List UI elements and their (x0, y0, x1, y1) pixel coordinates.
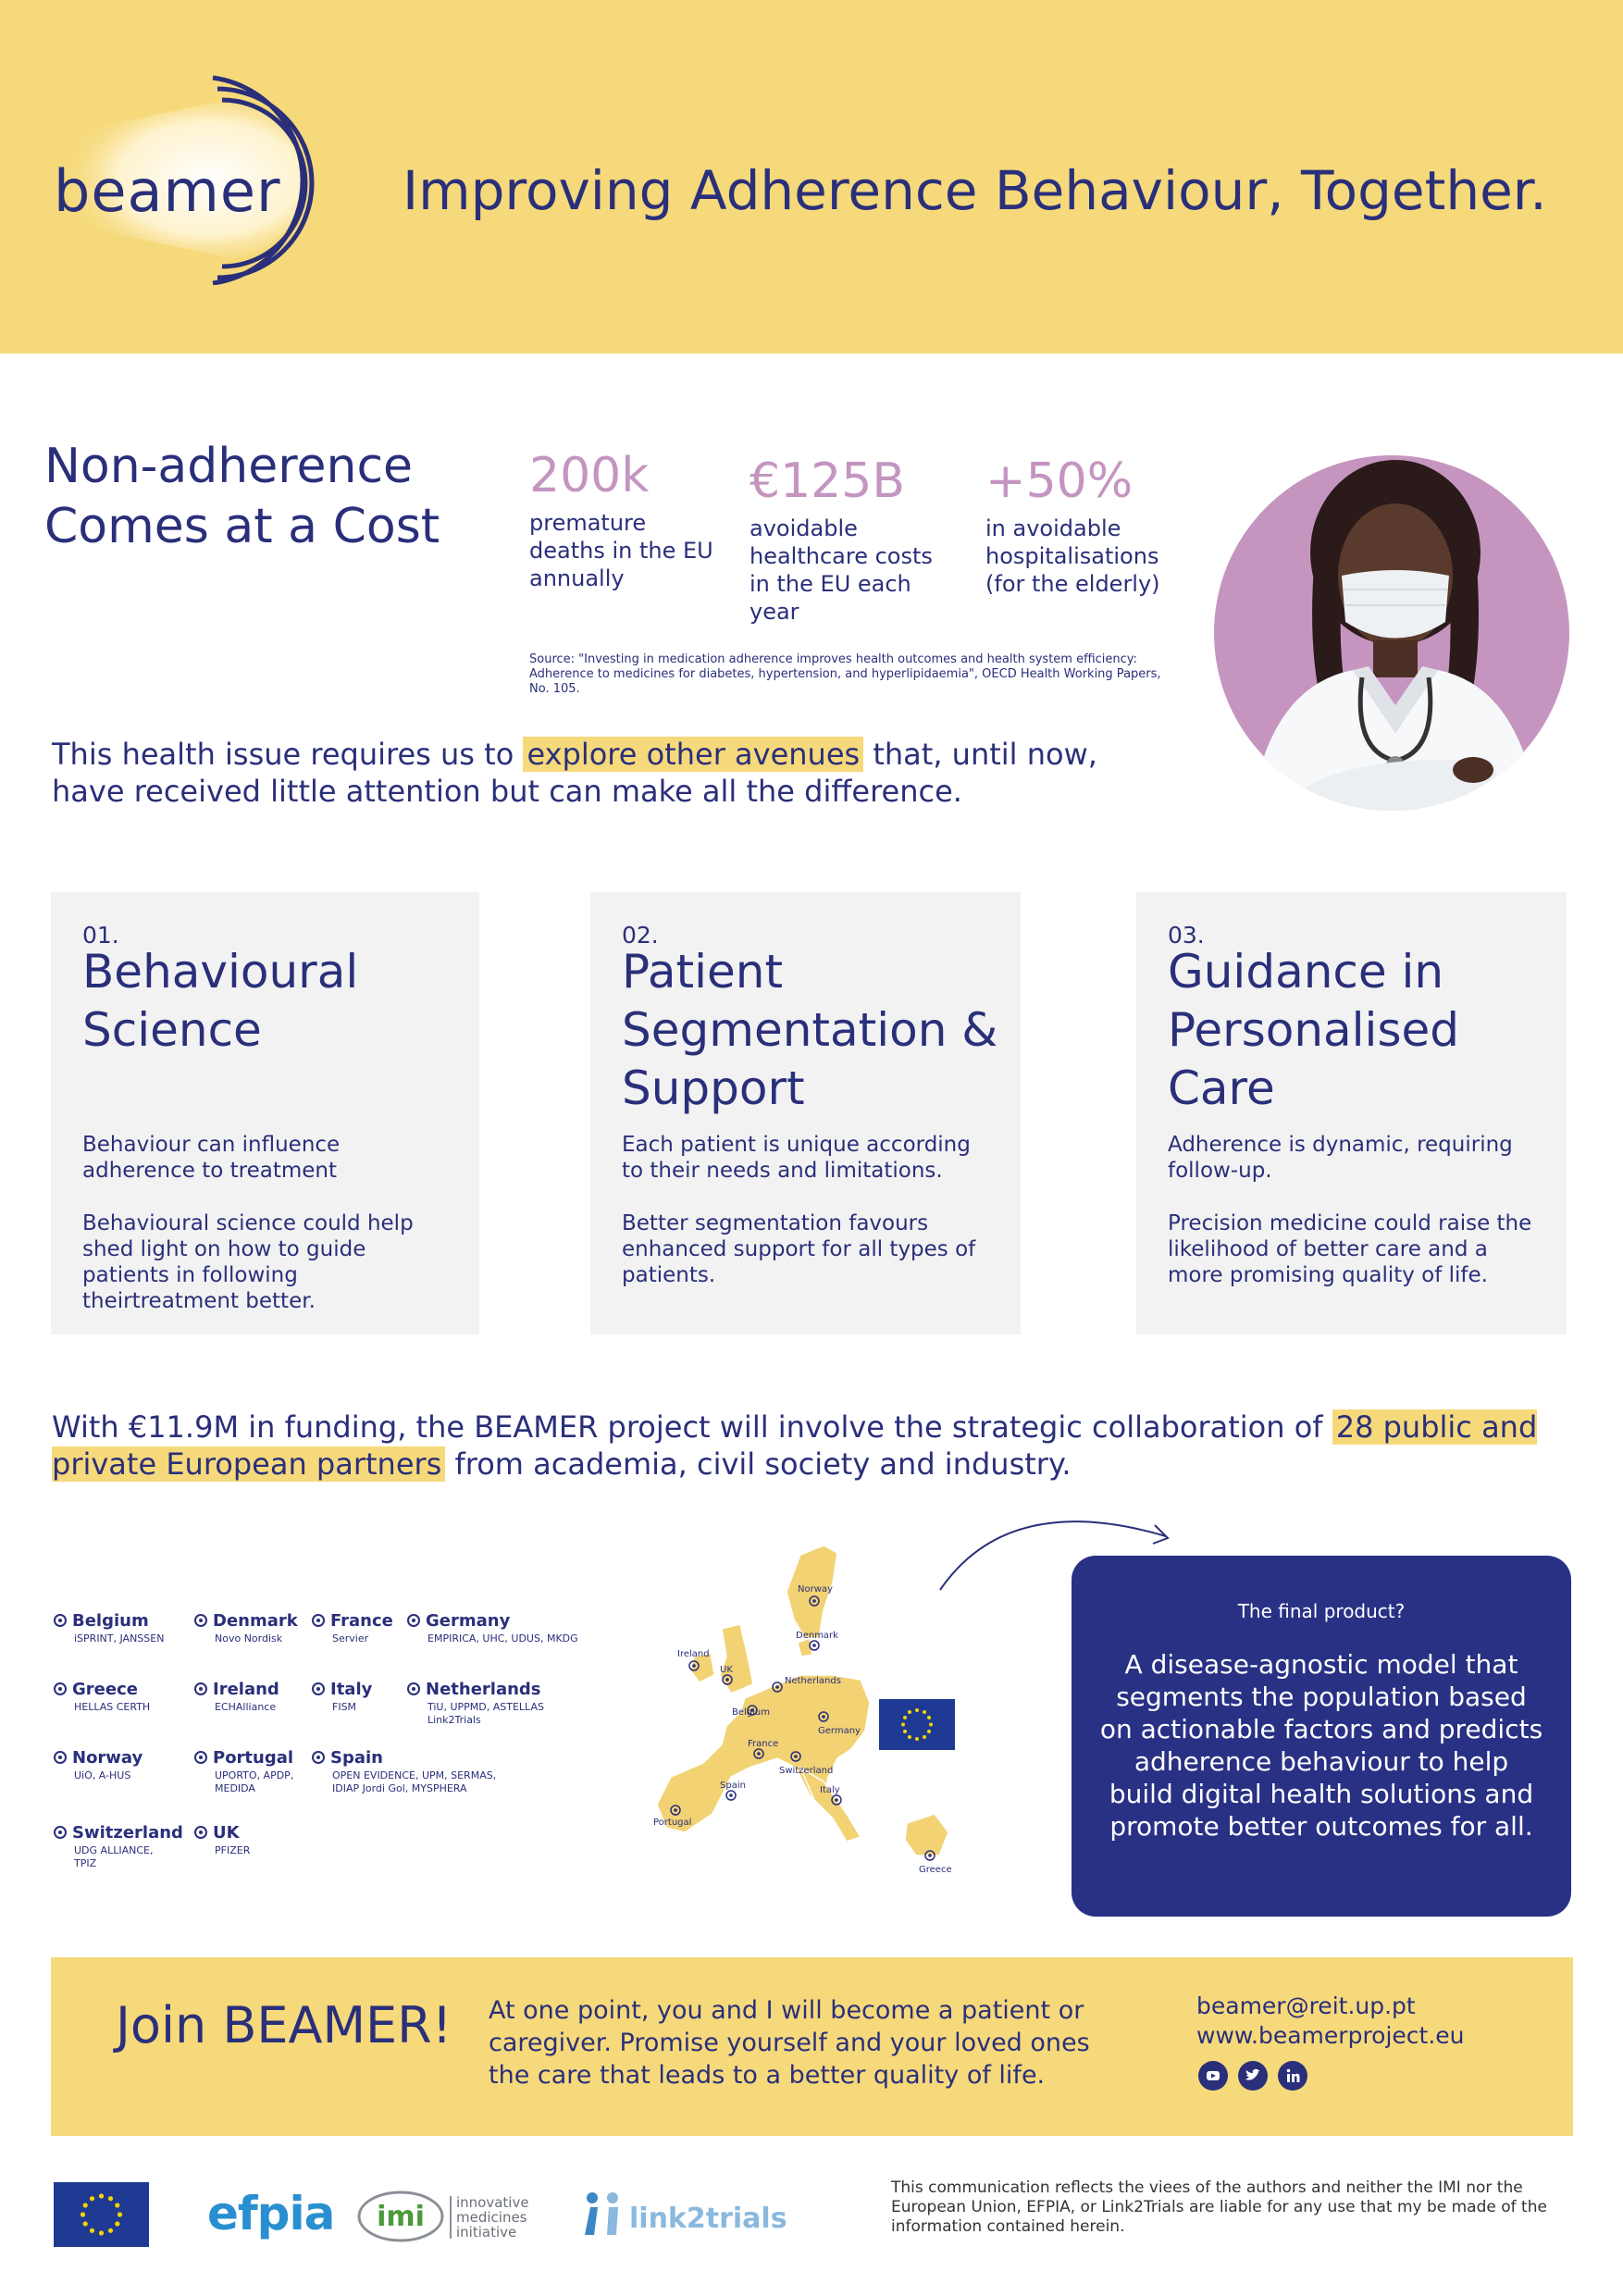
funding-text-end: from academia, civil society and industry. (445, 1446, 1072, 1482)
country-members: ECHAlliance (215, 1701, 277, 1713)
card-paragraph-2: Better segmentation favours enhanced support for all types of patients. (622, 1211, 976, 1287)
location-pin-icon (194, 1682, 207, 1695)
country-name: Netherlands (426, 1680, 541, 1699)
map-label: UK (720, 1665, 733, 1675)
country-members: Novo Nordisk (215, 1632, 283, 1644)
stat-description: in avoidable hospitalisations (for the elderly) (985, 515, 1160, 597)
partner-spain (312, 1748, 525, 1795)
location-pin-icon (54, 1826, 67, 1839)
map-label: Germany (818, 1726, 861, 1736)
country-name: Ireland (213, 1680, 279, 1699)
map-label: Spain (720, 1781, 746, 1791)
location-pin-icon (54, 1614, 67, 1627)
partner-italy (312, 1680, 404, 1714)
partner-germany (407, 1611, 592, 1645)
stat-deaths (529, 448, 714, 592)
partner-greece (54, 1680, 192, 1714)
location-pin-icon (312, 1614, 325, 1627)
card-title: Behavioural Science (82, 945, 359, 1057)
map-label: Norway (798, 1584, 833, 1595)
partner-france (312, 1611, 404, 1645)
linkedin-icon[interactable] (1278, 2061, 1307, 2091)
country-name: Greece (72, 1680, 138, 1699)
partner-belgium (54, 1611, 192, 1645)
map-label: Denmark (796, 1631, 838, 1641)
location-pin-icon (194, 1826, 207, 1839)
card-paragraph-1: Behaviour can influence adherence to treatment (82, 1133, 341, 1183)
country-name: Italy (330, 1680, 373, 1699)
final-product-box (1072, 1556, 1571, 1917)
map-label: Portugal (653, 1818, 692, 1828)
eu-flag-icon (879, 1699, 955, 1750)
cost-heading (44, 437, 489, 557)
country-name: Belgium (72, 1611, 149, 1631)
card-title: Patient Segmentation & Support (622, 945, 998, 1115)
map-pin-dot (794, 1755, 798, 1758)
page-tagline: Improving Adherence Behaviour, Together. (403, 159, 1547, 222)
partner-netherlands (407, 1680, 546, 1727)
doctor-photo (1214, 455, 1569, 811)
final-product-text: A disease-agnostic model that segments the population based on actionable factors and predicts adherence behaviour to help build digital health solutions and promote better outcomes for all. (1099, 1649, 1543, 1842)
source-citation: Source: "Investing in medication adherence improves health outcomes and health system efficiency: Adherence to medicines for diabetes, hypertension, and hyperlipidaemia", OECD Health Working Papers, No. 105. (529, 652, 1161, 696)
location-pin-icon (407, 1682, 420, 1695)
map-label: Netherlands (785, 1676, 841, 1686)
map-pin-dot (928, 1854, 932, 1857)
country-name: Portugal (213, 1748, 294, 1768)
location-pin-icon (312, 1682, 325, 1695)
partner-ireland (194, 1680, 310, 1714)
stat-description: avoidable healthcare costs in the EU each year (750, 515, 933, 625)
country-name: Switzerland (72, 1823, 183, 1843)
cost-heading-line1: Non-adherence (44, 439, 414, 494)
link2trials-logo-icon (581, 2189, 812, 2240)
logo-wordmark: beamer (54, 157, 281, 225)
eu-flag-icon (54, 2182, 149, 2247)
country-name: Spain (330, 1748, 383, 1768)
imi-line-2: medicines (456, 2209, 527, 2226)
location-pin-icon (194, 1614, 207, 1627)
stat-value: +50% (985, 453, 1134, 509)
twitter-icon[interactable] (1238, 2061, 1268, 2091)
contact-email-link[interactable]: beamer@reit.up.pt (1196, 1992, 1416, 2019)
partner-switzerland (54, 1823, 183, 1870)
partner-denmark (194, 1611, 310, 1645)
join-title: Join BEAMER! (116, 1996, 452, 2054)
imi-line-1: innovative (456, 2194, 529, 2211)
map-pin-dot (725, 1678, 729, 1682)
map-pin-dot (729, 1793, 733, 1797)
final-product-question: The final product? (1237, 1600, 1406, 1622)
country-name: UK (213, 1823, 240, 1843)
stat-value: 200k (529, 448, 650, 503)
map-label: Italy (820, 1785, 840, 1795)
map-label: France (748, 1739, 779, 1749)
join-text: At one point, you and I will become a patient or caregiver. Promise yourself and your loved ones the care that leads to a better quality of life. (489, 1996, 1090, 2090)
intro-text-start: This health issue requires us to (52, 737, 524, 772)
country-members: PFIZER (215, 1844, 251, 1856)
country-members: HELLAS CERTH (74, 1701, 151, 1713)
stat-value: €125B (750, 453, 906, 509)
stat-costs (750, 453, 935, 626)
card-title: Guidance in Personalised Care (1168, 945, 1459, 1115)
doctor-illustration-icon (1214, 455, 1569, 811)
country-members: Servier (332, 1632, 369, 1644)
country-name: Norway (72, 1748, 143, 1768)
link2trials-text: link2trials (629, 2203, 787, 2235)
map-pin-dot (822, 1715, 825, 1719)
stat-description: premature deaths in the EU annually (529, 510, 713, 591)
card-paragraph-1: Each patient is unique according to their needs and limitations. (622, 1133, 971, 1183)
card-number: 03. (1168, 922, 1205, 949)
card-number: 01. (82, 922, 119, 949)
intro-statement (52, 736, 1116, 810)
card-paragraph-2: Precision medicine could raise the likelihood of better care and a more promising quality of life. (1168, 1211, 1532, 1287)
youtube-icon[interactable] (1198, 2061, 1228, 2091)
intro-highlight: explore other avenues (523, 737, 863, 772)
country-members: OPEN EVIDENCE, UPM, SERMAS, IDIAP Jordi Gol, MYSPHERA (332, 1769, 497, 1794)
map-pin-dot (835, 1798, 838, 1802)
country-members: TiU, UPPMD, ASTELLAS Link2Trials (427, 1701, 544, 1726)
card-paragraph-1: Adherence is dynamic, requiring follow-up. (1168, 1133, 1513, 1183)
country-name: Germany (426, 1611, 511, 1631)
map-pin-dot (692, 1664, 696, 1668)
card-number: 02. (622, 922, 659, 949)
country-members: EMPIRICA, UHC, UDUS, MKDG (427, 1632, 578, 1644)
funding-statement (52, 1409, 1579, 1483)
card-paragraph-2: Behavioural science could help shed light on how to guide patients in following theirtreatment better. (82, 1211, 414, 1313)
location-pin-icon (194, 1751, 207, 1764)
funding-text-start: With €11.9M in funding, the BEAMER project will involve the strategic collaboration of (52, 1409, 1332, 1445)
partner-uk (194, 1823, 310, 1857)
imi-short: imi (377, 2201, 425, 2233)
partner-portugal (194, 1748, 310, 1795)
country-name: Denmark (213, 1611, 298, 1631)
imi-logo-icon (356, 2189, 541, 2244)
map-label: Greece (919, 1865, 952, 1875)
country-members: FISM (332, 1701, 357, 1713)
map-label: Belgium (732, 1707, 770, 1718)
imi-line-3: initiative (456, 2224, 517, 2240)
location-pin-icon (407, 1614, 420, 1627)
country-members: UiO, A-HUS (74, 1769, 131, 1781)
pillar-card-patient-segmentation (590, 892, 1021, 1334)
website-link[interactable]: www.beamerproject.eu (1196, 2022, 1465, 2049)
country-members: UDG ALLIANCE, TPIZ (74, 1844, 154, 1869)
funding-highlight: 28 public and private European partners (52, 1409, 1538, 1482)
stat-hospitalisations (985, 453, 1198, 598)
location-pin-icon (54, 1682, 67, 1695)
map-pin-dot (757, 1752, 761, 1756)
disclaimer-text: This communication reflects the viees of the authors and neither the IMI nor the European Union, EFPIA, or Link2Trials are liable for any use that my be made of the information contained herein. (891, 2178, 1547, 2236)
location-pin-icon (312, 1751, 325, 1764)
map-pin-dot (674, 1808, 677, 1812)
country-members: UPORTO, APDP, MEDIDA (215, 1769, 294, 1794)
partner-norway (54, 1748, 192, 1782)
intro-text-end: that, until now, have received little attention but can make all the difference. (52, 737, 1097, 809)
efpia-logo: efpia (207, 2187, 335, 2240)
map-label: Switzerland (779, 1766, 834, 1776)
join-banner (51, 1957, 1573, 2136)
map-pin-dot (812, 1644, 816, 1647)
country-members: iSPRINT, JANSSEN (74, 1632, 165, 1644)
pillar-card-behavioural-science (51, 892, 479, 1334)
map-label: Ireland (677, 1649, 710, 1659)
cost-heading-line2: Comes at a Cost (44, 499, 440, 554)
map-pin-dot (775, 1685, 779, 1689)
location-pin-icon (54, 1751, 67, 1764)
country-name: France (330, 1611, 393, 1631)
pillar-card-personalised-care (1136, 892, 1567, 1334)
map-pin-dot (812, 1599, 816, 1603)
